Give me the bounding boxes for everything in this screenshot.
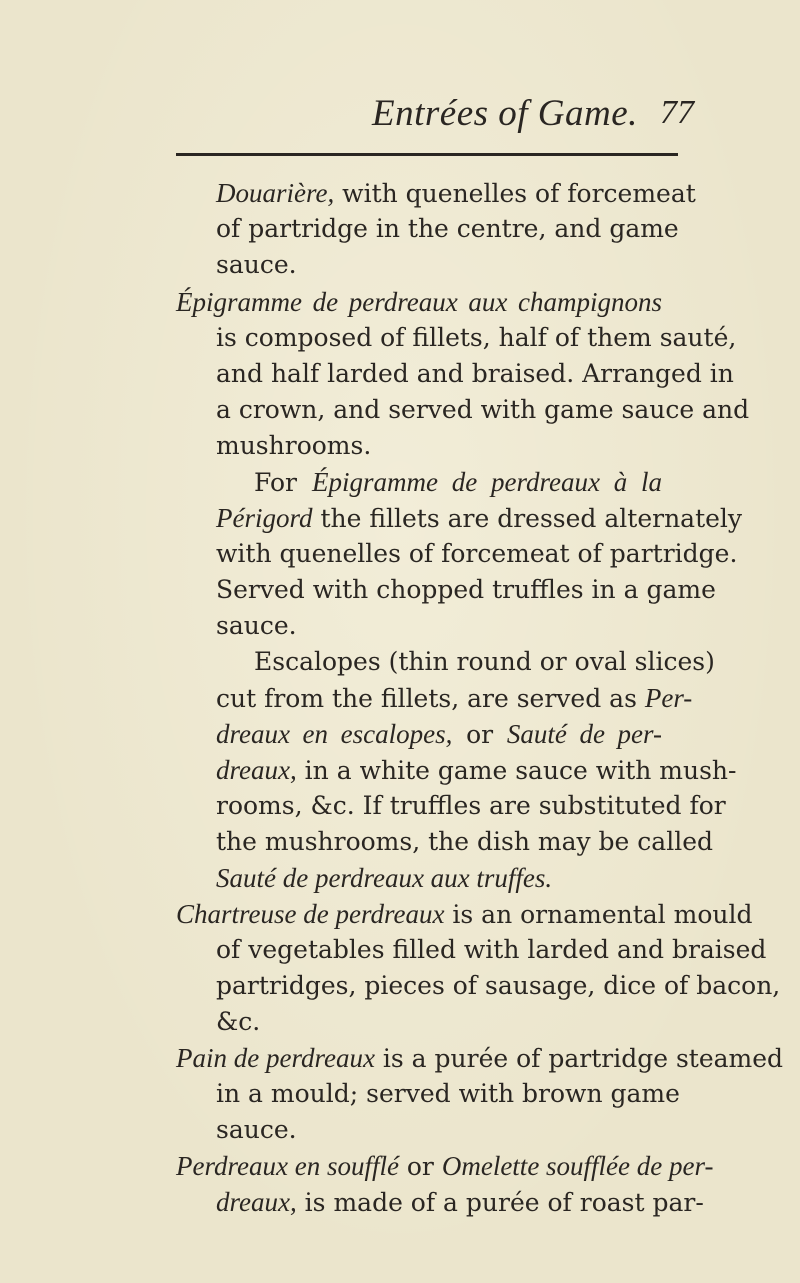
italic-term: Périgord [216, 503, 313, 533]
italic-term: dreaux en escalopes, [216, 719, 453, 749]
text-run: a crown, and served with game sauce and [216, 395, 750, 424]
text-run: of vegetables filled with larded and braised [216, 935, 767, 964]
text-line [216, 789, 726, 823]
text-run: &c. [216, 1007, 261, 1036]
text-run: cut from the fillets, are served as [216, 684, 645, 713]
running-head [0, 92, 800, 142]
italic-term: dreaux, [216, 755, 297, 785]
text-line [216, 357, 734, 391]
text-line [176, 1149, 714, 1184]
header-rule [176, 153, 678, 156]
text-run: with quenelles of forcemeat [334, 179, 696, 208]
text-line [254, 645, 715, 679]
text-run: sauce. [216, 611, 297, 640]
italic-term: Sauté de perdreaux aux truffes. [216, 863, 553, 893]
text-line [216, 933, 767, 967]
text-run: the fillets are dressed alternately [312, 504, 743, 533]
text-run: and half larded and braised. Arranged in [216, 359, 734, 388]
text-run: rooms, &c. If truffles are substituted for [216, 791, 726, 820]
text-line [216, 573, 716, 607]
text-line [216, 501, 743, 536]
italic-term: Perdreaux en soufflé [176, 1151, 399, 1181]
text-line [254, 465, 662, 500]
text-run: or [398, 1152, 442, 1181]
text-line [176, 285, 662, 320]
text-run: the mushrooms, the dish may be called [216, 827, 713, 856]
text-line [216, 393, 750, 427]
text-run: of partridge in the centre, and game [216, 214, 679, 243]
italic-term: Épigramme de perdreaux à la [311, 467, 662, 497]
text-line [216, 212, 679, 246]
text-run: Escalopes (thin round or oval slices) [254, 647, 715, 676]
italic-term: Sauté de per- [506, 719, 662, 749]
text-run: Served with chopped truffles in a game [216, 575, 716, 604]
text-line [216, 537, 738, 571]
italic-term: dreaux, [216, 1187, 297, 1217]
text-line [216, 753, 737, 788]
text-run: is a purée of partridge steamed [374, 1044, 784, 1073]
text-run: For [254, 468, 312, 497]
text-line [216, 969, 781, 1003]
running-head-title: Entrées of Game. [372, 93, 638, 134]
italic-term: Chartreuse de perdreaux [176, 899, 445, 929]
italic-term: Douarière, [216, 178, 335, 208]
text-line [216, 1185, 704, 1220]
text-run: or [452, 720, 507, 749]
text-line [216, 429, 371, 463]
text-line [216, 176, 696, 211]
text-line [216, 717, 662, 752]
text-run: is an ornamental mould [444, 900, 753, 929]
text-line [216, 1005, 260, 1039]
text-line [216, 825, 713, 859]
italic-term: Épigramme de perdreaux aux champignons [176, 287, 662, 317]
text-run: in a mould; served with brown game [216, 1079, 680, 1108]
text-run: is made of a purée of roast par- [296, 1188, 704, 1217]
text-line [216, 1113, 297, 1147]
text-run: mushrooms. [216, 431, 372, 460]
text-run: with quenelles of forcemeat of partridge. [216, 539, 738, 568]
text-line [216, 248, 297, 282]
text-line [216, 321, 737, 355]
italic-term: Omelette soufflée de per- [441, 1151, 714, 1181]
text-line [176, 1041, 784, 1076]
text-run: sauce. [216, 1115, 297, 1144]
text-line [176, 897, 753, 932]
text-run: partridges, pieces of sausage, dice of bacon, [216, 971, 781, 1000]
text-run: in a white game sauce with mush- [296, 756, 737, 785]
text-line [216, 681, 693, 716]
italic-term: Pain de perdreaux [176, 1043, 375, 1073]
text-line [216, 609, 297, 643]
italic-term: Per- [644, 683, 693, 713]
text-run: is composed of fillets, half of them sauté, [216, 323, 737, 352]
text-line [216, 1077, 680, 1111]
page-number: 77 [660, 94, 694, 131]
text-line [216, 861, 552, 896]
text-run: sauce. [216, 250, 297, 279]
